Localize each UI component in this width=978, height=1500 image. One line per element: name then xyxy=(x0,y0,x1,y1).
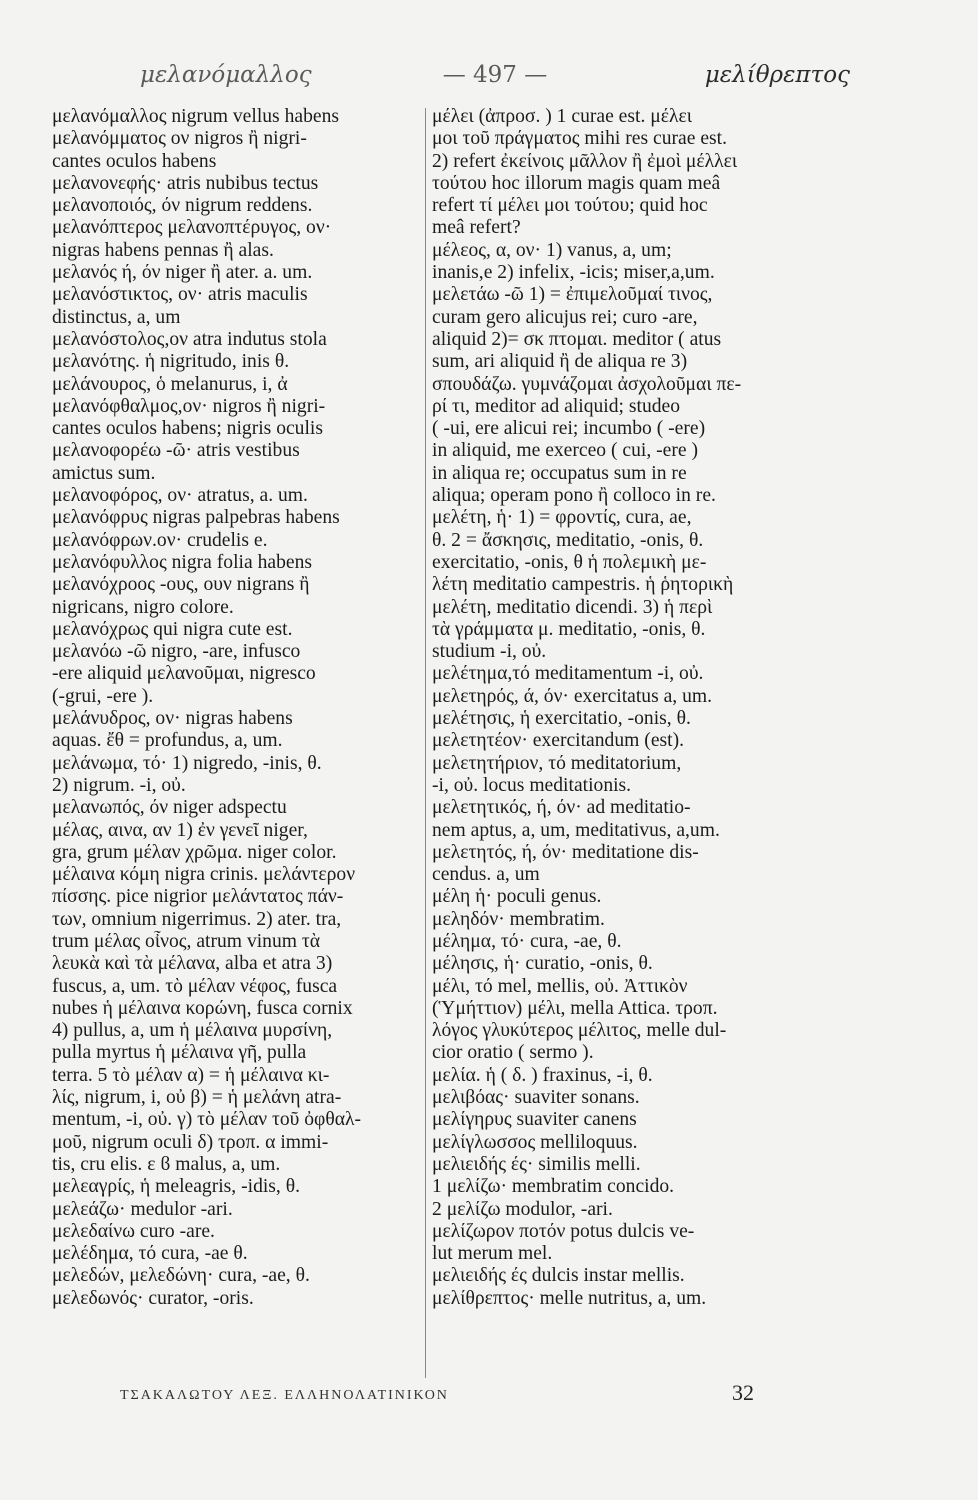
dictionary-line: μελανοποιός, όν nigrum reddens. xyxy=(52,195,313,217)
dictionary-line: μελίζωρον ποτόν potus dulcis ve- xyxy=(432,1220,695,1242)
dictionary-line: μελιειδής ές dulcis instar mellis. xyxy=(432,1265,685,1287)
dictionary-line: 2) refert ἐκείνοις μᾶλλον ἢ ἐμοὶ μέλλει xyxy=(432,150,738,172)
dictionary-line: lut merum mel. xyxy=(432,1243,553,1265)
dictionary-line: gra, grum μέλαν χρῶμα. niger color. xyxy=(52,841,337,863)
dictionary-line: μελανόφρων.ον· crudelis e. xyxy=(52,529,268,551)
dictionary-line: refert τί μέλει μοι τούτου; quid hoc xyxy=(432,195,708,217)
dictionary-line: nigras habens pennas ἢ alas. xyxy=(52,239,274,261)
dictionary-line: μελέτη, ἡ· 1) = φροντίς, cura, ae, xyxy=(432,507,692,529)
dictionary-line: in aliquid, me exerceo ( cui, -ere ) xyxy=(432,440,699,462)
dictionary-line: μελανόφρυς nigras palpebras habens xyxy=(52,507,340,529)
dictionary-line: λόγος γλυκύτερος μέλιτος, melle dul- xyxy=(432,1020,727,1042)
dictionary-line: μέλεος, α, ον· 1) vanus, a, um; xyxy=(432,239,672,261)
dictionary-line: curam gero alicujus rei; curo -are, xyxy=(432,306,698,328)
dictionary-line: μελάνυδρος, ον· nigras habens xyxy=(52,708,293,730)
dictionary-line: λίς, nigrum, i, οὐ β) = ἡ μελάνη atra- xyxy=(52,1087,342,1109)
dictionary-line: μελέτημα,τό meditamentum -i, οὐ. xyxy=(432,663,704,685)
dictionary-line: μέλι, τό mel, mellis, οὐ. Ἀττικὸν xyxy=(432,975,688,997)
dictionary-line: μελανόστικτος, ον· atris maculis xyxy=(52,284,308,306)
left-column xyxy=(52,106,420,1310)
dictionary-line: studium -i, οὐ. xyxy=(432,641,547,663)
dictionary-line: μελανόμαλλος nigrum vellus habens xyxy=(52,106,339,127)
dictionary-line: μελίγλωσσος melliloquus. xyxy=(432,1131,638,1153)
dictionary-line: μοι τοῦ πράγματος mihi res curae est. xyxy=(432,128,727,150)
column-divider xyxy=(425,108,426,1378)
dictionary-line: μελανόπτερος μελανοπτέρυγος, ον· xyxy=(52,217,332,239)
dictionary-line: μελίθρεπτος· melle nutritus, a, um. xyxy=(432,1287,707,1309)
sheet-number: 32 xyxy=(732,1380,754,1405)
right-column xyxy=(432,106,812,1310)
dictionary-line: μελανοφόρος, ον· atratus, a. um. xyxy=(52,485,308,507)
dictionary-line: sum, ari aliquid ἢ de aliqua re 3) xyxy=(432,351,688,373)
dictionary-line: μελετητικός, ή, όν· ad meditatio- xyxy=(432,797,691,819)
dictionary-line: μελανότης. ἡ nigritudo, inis θ. xyxy=(52,351,290,373)
dictionary-line: λευκὰ καὶ τὰ μέλανα, alba et atra 3) xyxy=(52,953,333,975)
dictionary-line: tis, cru elis. ε ϐ malus, a, um. xyxy=(52,1153,281,1175)
dictionary-line: nubes ἡ μέλαινα κορώνη, fusca cornix xyxy=(52,997,353,1019)
dictionary-line: τὰ γράμματα μ. meditatio, -onis, θ. xyxy=(432,618,706,640)
dictionary-line: inanis,e 2) infelix, -icis; miser,a,um. xyxy=(432,262,715,284)
dictionary-line: μελετηρός, ά, όν· exercitatus a, um. xyxy=(432,685,713,707)
dictionary-line: cantes oculos habens; nigris oculis xyxy=(52,418,323,440)
dictionary-line: μελεδών, μελεδώνη· cura, -ae, θ. xyxy=(52,1265,310,1287)
page-number: — 497 — xyxy=(442,62,548,88)
dictionary-line: mentum, -i, οὐ. γ) τὸ μέλαν τοῦ ὀφθαλ- xyxy=(52,1109,362,1131)
printer-signature: ΤΣΑΚΑΛΩΤΟΥ ΛΕΞ. ΕΛΛΗΝΟΛΑΤΙΝΙΚΟΝ xyxy=(120,1388,449,1403)
dictionary-line: terra. 5 τὸ μέλαν α) = ἡ μέλαινα κι- xyxy=(52,1064,330,1086)
dictionary-line: μελανόχροος -ους, ουν nigrans ἢ xyxy=(52,574,310,596)
dictionary-line: μελανονεφής· atris nubibus tectus xyxy=(52,172,319,194)
dictionary-line: μελετητήριον, τό meditatorium, xyxy=(432,752,682,774)
dictionary-line: aliquid 2)= σκ πτομαι. meditor ( atus xyxy=(432,328,722,350)
dictionary-line: cior oratio ( sermo ). xyxy=(432,1042,594,1064)
dictionary-line: μελάνουρος, ὁ melanurus, i, ἀ xyxy=(52,373,288,395)
dictionary-line: μελανόμματος ον nigros ἢ nigri- xyxy=(52,128,307,150)
page-footer xyxy=(120,1380,820,1418)
dictionary-line: μέλαινα κόμη nigra crinis. μελάντερον xyxy=(52,864,356,886)
dictionary-line: μελανόστολος,ον atra indutus stola xyxy=(52,328,327,350)
dictionary-line: meâ refert? xyxy=(432,217,521,239)
dictionary-line: μελέδημα, τό cura, -ae θ. xyxy=(52,1243,248,1265)
dictionary-line: μελετητός, ή, όν· meditatione dis- xyxy=(432,841,699,863)
dictionary-line: μελίγηρυς suaviter canens xyxy=(432,1109,637,1131)
dictionary-line: (-grui, -ere ). xyxy=(52,685,154,707)
dictionary-line: μελανόφυλλος nigra folia habens xyxy=(52,551,312,573)
dictionary-line: -i, οὐ. locus meditationis. xyxy=(432,774,632,796)
dictionary-line: μελετητέον· exercitandum (est). xyxy=(432,730,685,752)
dictionary-line: trum μέλας οἶνος, atrum vinum τὰ xyxy=(52,930,321,952)
dictionary-line: aliqua; operam pono ἢ colloco in re. xyxy=(432,485,716,507)
dictionary-line: 2 μελίζω modulor, -ari. xyxy=(432,1198,613,1220)
dictionary-line: μελανόφθαλμος,ον· nigros ἢ nigri- xyxy=(52,395,326,417)
dictionary-line: θ. 2 = ἄσκησις, meditatio, -onis, θ. xyxy=(432,529,704,551)
header-left-word: μελανόμαλλος xyxy=(140,62,312,88)
dictionary-line: exercitatio, -onis, θ ἡ πολεμικὴ με- xyxy=(432,551,707,573)
dictionary-line: μελιβόας· suaviter sonans. xyxy=(432,1087,640,1109)
dictionary-line: μελανόχρως qui nigra cute est. xyxy=(52,618,293,640)
dictionary-line: μέλησις, ἡ· curatio, -onis, θ. xyxy=(432,953,653,975)
dictionary-line: -ere aliquid μελανοῦμαι, nigresco xyxy=(52,663,316,685)
dictionary-line: μελεαγρίς, ἡ meleagris, -idis, θ. xyxy=(52,1176,301,1198)
dictionary-line: (Ὑμήττιον) μέλι, mella Attica. τροπ. xyxy=(432,997,718,1019)
dictionary-line: in aliqua re; occupatus sum in re xyxy=(432,462,687,484)
dictionary-line: nem aptus, a, um, meditativus, a,um. xyxy=(432,819,720,841)
dictionary-line: μελεάζω· medulor -ari. xyxy=(52,1198,233,1220)
dictionary-line: μελεδωνός· curator, -oris. xyxy=(52,1287,254,1309)
dictionary-line: των, omnium nigerrimus. 2) ater. tra, xyxy=(52,908,342,930)
dictionary-line: μελανοφορέω -ῶ· atris vestibus xyxy=(52,440,300,462)
dictionary-line: μελετάω -ῶ 1) = ἐπιμελοῦμαί τινος, xyxy=(432,284,713,306)
dictionary-line: 4) pullus, a, um ἡ μέλαινα μυρσίνη, xyxy=(52,1020,333,1042)
dictionary-line: σπουδάζω. γυμνάζομαι ἀσχολοῦμαι πε- xyxy=(432,373,742,395)
dictionary-line: amictus sum. xyxy=(52,462,156,484)
dictionary-line: μελανός ή, όν niger ἢ ater. a. um. xyxy=(52,262,313,284)
dictionary-line: 1 μελίζω· membratim concido. xyxy=(432,1176,675,1198)
dictionary-line: aquas. ἔθ = profundus, a, um. xyxy=(52,730,283,752)
dictionary-line: pulla myrtus ἡ μέλαινα γῆ, pulla xyxy=(52,1042,307,1064)
dictionary-line: τούτου hoc illorum magis quam meâ xyxy=(432,172,721,194)
dictionary-line: μεληδόν· membratim. xyxy=(432,908,605,930)
dictionary-line: 2) nigrum. -i, οὐ. xyxy=(52,774,186,796)
dictionary-line: nigricans, nigro colore. xyxy=(52,596,234,618)
dictionary-line: fuscus, a, um. τὸ μέλαν νέφος, fusca xyxy=(52,975,338,997)
dictionary-line: μελέτησις, ἡ exercitatio, -onis, θ. xyxy=(432,708,691,730)
dictionary-line: μέλας, αινα, αν 1) ἐν γενεῖ niger, xyxy=(52,819,308,841)
dictionary-line: μέλει (ἀπροσ. ) 1 curae est. μέλει xyxy=(432,106,692,127)
dictionary-line: ρί τι, meditor ad aliquid; studeo xyxy=(432,395,681,417)
header-right-word: μελίθρεπτος xyxy=(704,62,850,88)
dictionary-line: μελεδαίνω curo -are. xyxy=(52,1220,215,1242)
dictionary-line: μελιειδής ές· similis melli. xyxy=(432,1153,641,1175)
dictionary-line: λέτη meditatio campestris. ἡ ῥητορικὴ xyxy=(432,574,734,596)
dictionary-line: cantes oculos habens xyxy=(52,150,217,172)
dictionary-line: μελία. ἡ ( δ. ) fraxinus, -i, θ. xyxy=(432,1064,653,1086)
dictionary-line: μέλημα, τό· cura, -ae, θ. xyxy=(432,930,622,952)
dictionary-line: μελανωπός, όν niger adspectu xyxy=(52,797,287,819)
dictionary-line: μοῦ, nigrum oculi δ) τροπ. α immi- xyxy=(52,1131,329,1153)
dictionary-line: μέλη ἡ· poculi genus. xyxy=(432,886,602,908)
dictionary-line: cendus. a, um xyxy=(432,864,540,886)
dictionary-line: μελάνωμα, τό· 1) nigredo, -inis, θ. xyxy=(52,752,322,774)
dictionary-line: μελανόω -ῶ nigro, -are, infusco xyxy=(52,641,301,663)
dictionary-line: distinctus, a, um xyxy=(52,306,181,328)
page-header xyxy=(140,62,850,96)
dictionary-line: πίσσης. pice nigrior μελάντατος πάν- xyxy=(52,886,344,908)
dictionary-line: ( -ui, ere alicui rei; incumbo ( -ere) xyxy=(432,418,706,440)
dictionary-line: μελέτη, meditatio dicendi. 3) ἡ περὶ xyxy=(432,596,713,618)
